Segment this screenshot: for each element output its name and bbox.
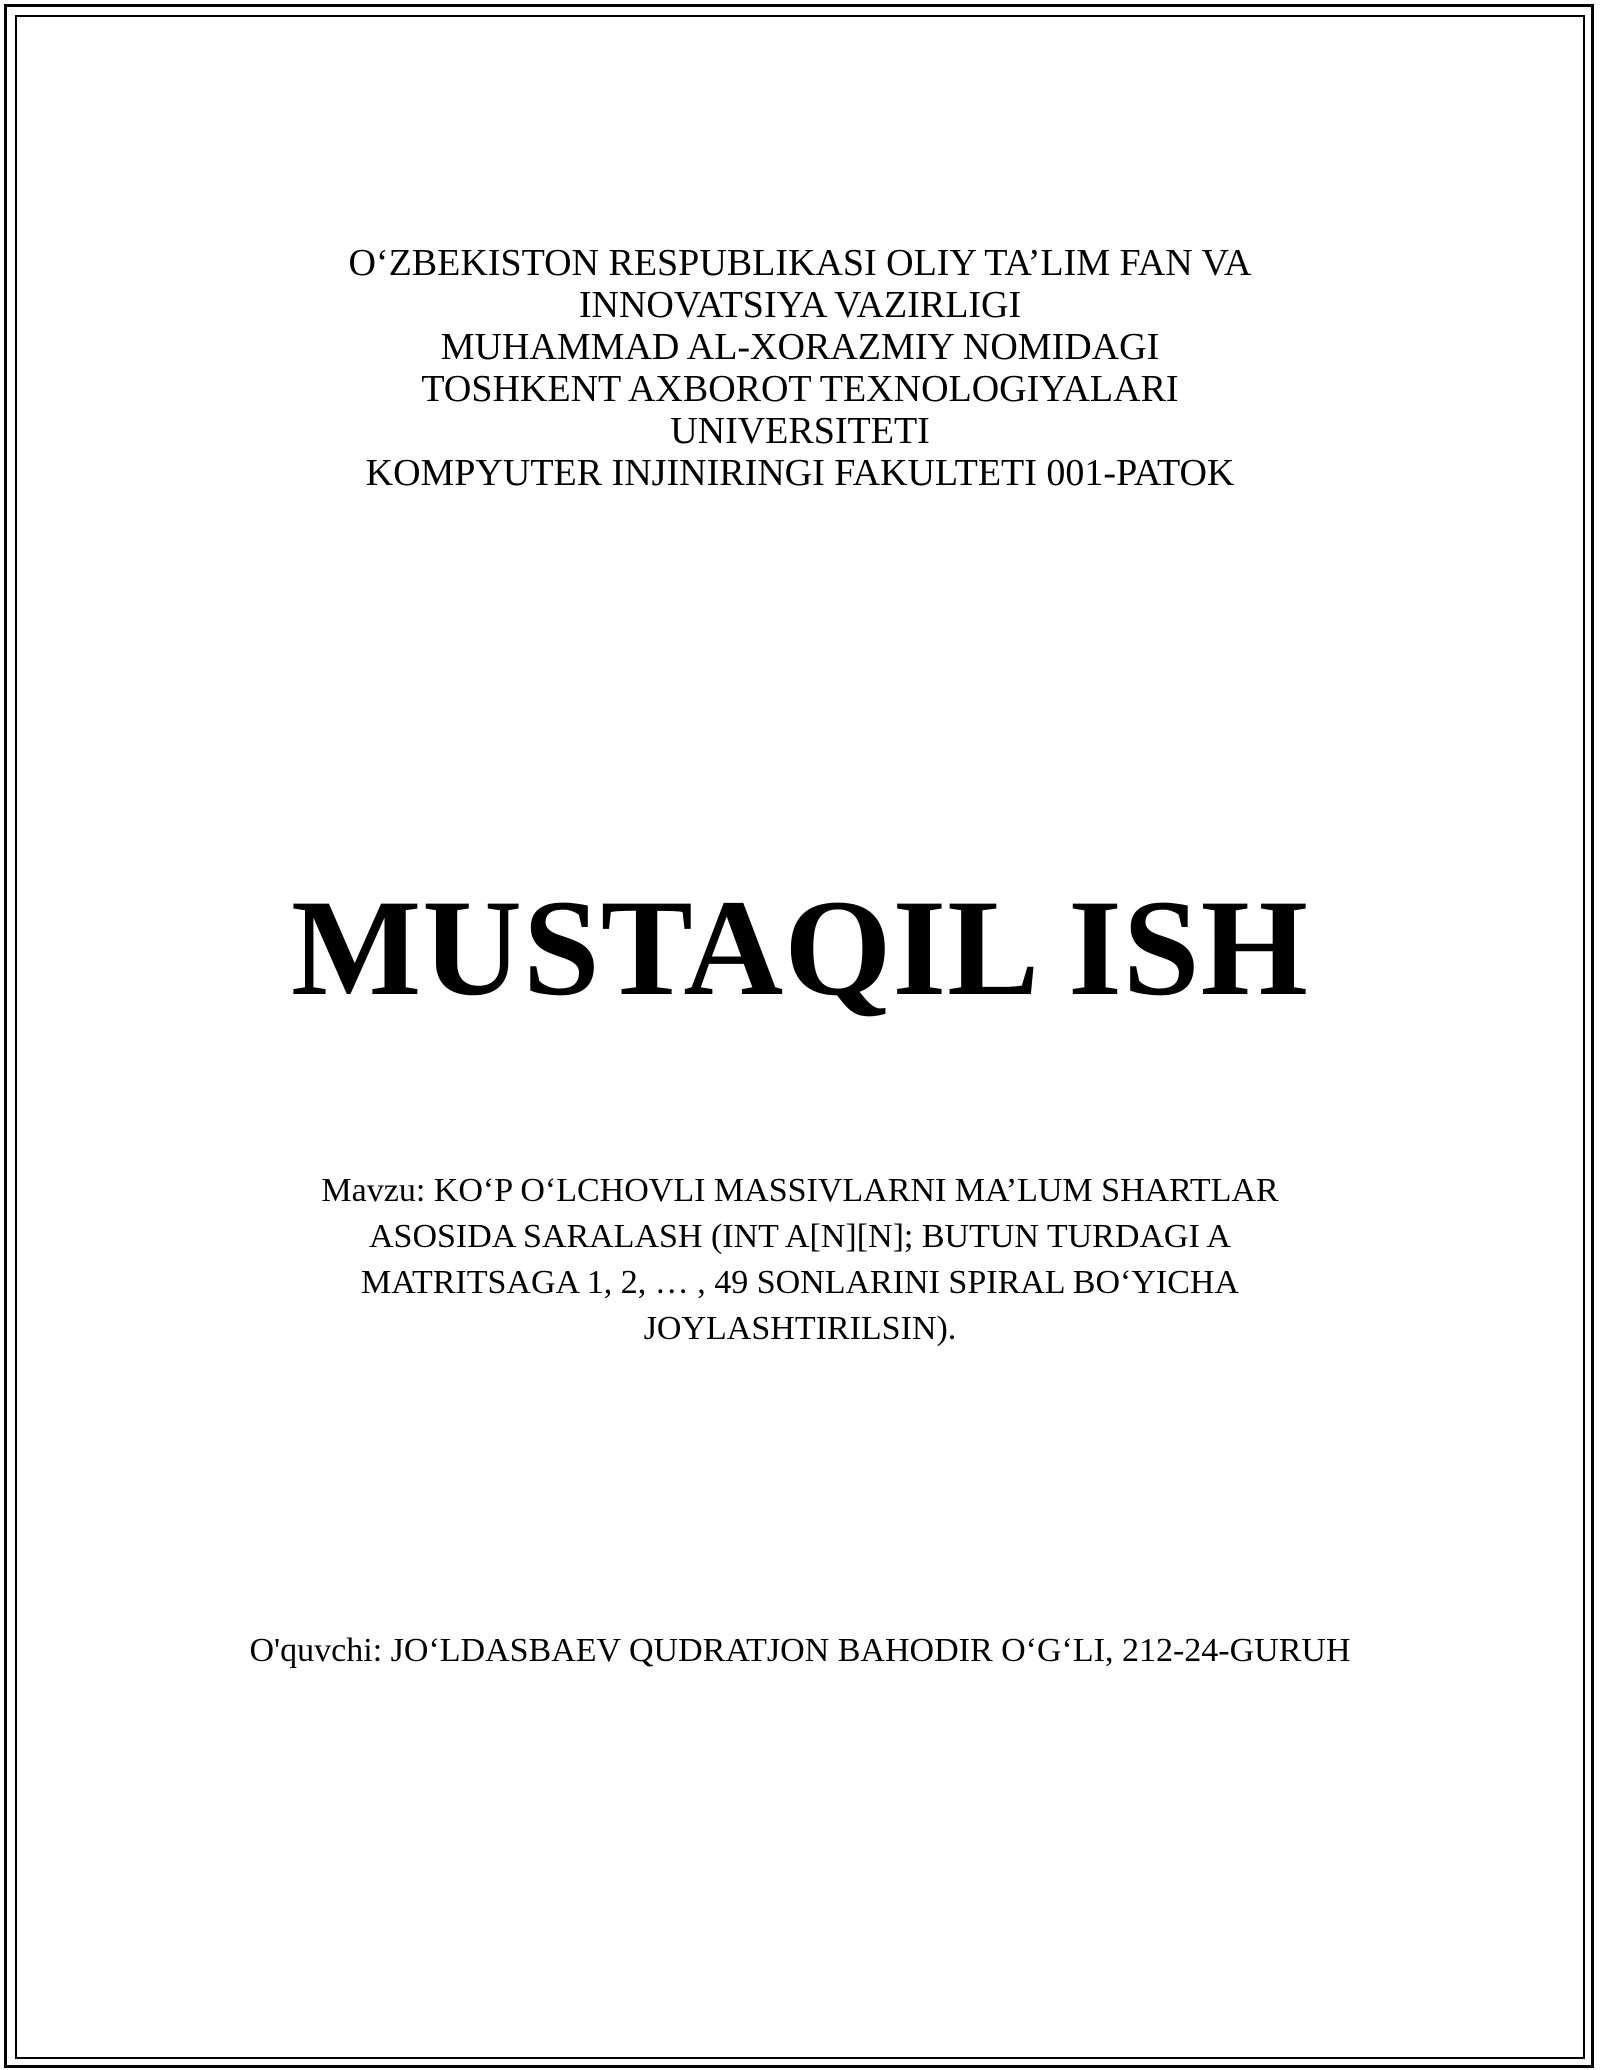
header-line: TOSHKENT AXBOROT TEXNOLOGIYALARI [421, 368, 1179, 410]
topic-paragraph: Mavzu: KO‘P O‘LCHOVLI MASSIVLARNI MA’LUM SHARTLAR ASOSIDA SARALASH (INT A[N][N]; BUTUN TURDAGI A MATRITSAGA 1, 2, … , 49 SONLARINI SPIRAL BO‘YICHA JOYLASHTIRILSIN). [321, 1172, 1279, 1347]
document-title: MUSTAQIL ISH [291, 871, 1309, 1024]
header-line: KOMPYUTER INJINIRINGI FAKULTETI 001-PATOK [365, 452, 1235, 494]
header-line: INNOVATSIYA VAZIRLIGI [578, 284, 1022, 326]
header-line: MUHAMMAD AL-XORAZMIY NOMIDAGI [440, 326, 1160, 368]
header-line: UNIVERSITETI [670, 410, 930, 452]
header-line: O‘ZBEKISTON RESPUBLIKASI OLIY TA’LIM FAN VA [348, 242, 1252, 284]
student-info: O'quvchi: JO‘LDASBAEV QUDRATJON BAHODIR O‘G‘LI, 212-24-GURUH [249, 1632, 1351, 1669]
institution-header [0, 242, 1600, 494]
